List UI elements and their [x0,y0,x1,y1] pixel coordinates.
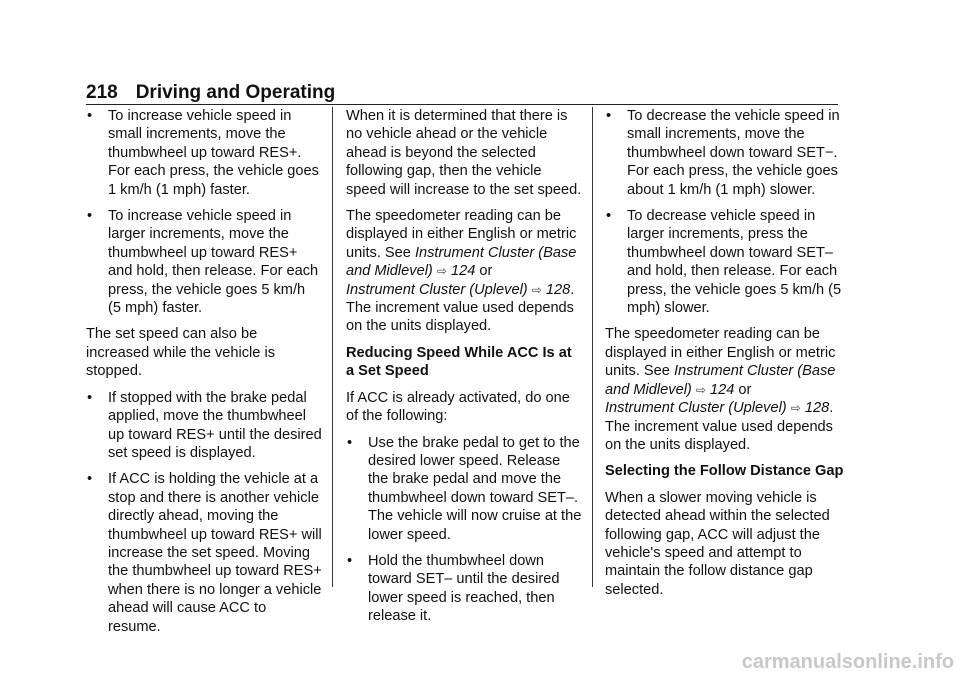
bullet-list-increase [86,107,322,317]
cross-reference-link[interactable]: Instrument Cluster (Base and Midlevel) [605,363,836,398]
page-arrow-icon: ⇨ [695,382,706,397]
watermark: carmanualsonline.info [741,651,954,673]
page-arrow-icon: ⇨ [531,282,542,297]
cross-reference-link[interactable]: Instrument Cluster (Base and Midlevel) [346,244,577,280]
page-reference[interactable]: 124 [450,263,476,280]
bullet-icon: • [87,389,93,406]
page-number: 218 [86,82,118,103]
paragraph: The speedometer reading can be displayed in either English or metric units. See Instrument Cluster (Base and Midlevel) ⇨ 124 or Instrument Cluster (Uplevel) ⇨ 128. The increment value used depends on the units displayed. [346,208,577,335]
section-title: Driving and Operating [135,82,336,103]
paragraph: If ACC is already activated, do one of the following: [346,389,570,425]
bullet-icon: • [347,434,353,451]
bullet-list-decrease [605,107,845,317]
list-item: • To decrease the vehicle speed in small increments, move the thumbwheel down toward SET−. For each press, the vehicle goes about 1 km/h (1 mph) slower. [606,108,840,198]
list-item: • To increase vehicle speed in larger increments, move the thumbwheel up toward RES+ and hold, then release. For each press, the vehicle goes 5 km/h (5 mph) faster. [87,208,319,317]
page-header [86,82,335,104]
list-item: • If stopped with the brake pedal applied, move the thumbwheel up toward RES+ until the desired set speed is displayed. [87,389,322,461]
list-item: • If ACC is holding the vehicle at a stop and there is another vehicle directly ahead, moving the thumbwheel up toward RES+ will increase the set speed. Moving the thumbwheel up toward RES+ when there is no longer a vehicle ahead will cause ACC to resume. [87,471,322,635]
bullet-icon: • [606,208,612,225]
column-1 [86,107,322,644]
bullet-list-reduce [346,434,582,626]
bullet-icon: • [347,552,353,569]
page-reference[interactable]: 128 [545,281,571,298]
header-rule [86,104,838,105]
bullet-icon: • [606,108,612,124]
list-item: • To decrease vehicle speed in larger increments, press the thumbwheel down toward SET– and hold, then release. For each press, the vehicle goes 5 km/h (5 mph) slower. [606,208,842,317]
list-item: • Hold the thumbwheel down toward SET– until the desired lower speed is reached, then release it. [347,552,560,625]
bullet-icon: • [87,108,93,124]
paragraph: When it is determined that there is no vehicle ahead or the vehicle ahead is beyond the selected following gap, then the vehicle speed will increase to the set speed. [346,108,582,198]
paragraph: The set speed can also be increased while the vehicle is stopped. [86,326,276,380]
bullet-list-stopped [86,389,322,636]
paragraph: The speedometer reading can be displayed in either English or metric units. See Instrument Cluster (Base and Midlevel) ⇨ 124 or Instrument Cluster (Uplevel) ⇨ 128. The increment value used depends on the units displayed. [605,326,836,453]
page-arrow-icon: ⇨ [790,401,801,416]
page-reference[interactable]: 128 [804,400,830,417]
cross-reference-link[interactable]: Instrument Cluster (Uplevel) [605,400,787,417]
column-divider-1 [332,107,333,587]
column-divider-2 [592,107,593,587]
column-2 [346,107,582,634]
paragraph: When a slower moving vehicle is detected ahead within the selected following gap, ACC will adjust the vehicle's speed and attempt to maintain the follow distance gap selected. [605,489,830,598]
list-item: • To increase vehicle speed in small increments, move the thumbwheel up toward RES+. For each press, the vehicle goes 1 km/h (1 mph) faster. [87,108,319,198]
cross-reference-link[interactable]: Instrument Cluster (Uplevel) [346,281,528,298]
section-heading: Selecting the Follow Distance Gap [605,463,844,480]
bullet-icon: • [87,471,93,488]
column-3 [605,107,845,607]
section-heading: Reducing Speed While ACC Is at a Set Speed [346,344,572,380]
bullet-icon: • [87,208,93,225]
list-item: • Use the brake pedal to get to the desired lower speed. Release the brake pedal and move the thumbwheel down toward SET–. The vehicle will now cruise at the lower speed. [347,434,582,543]
page-arrow-icon: ⇨ [436,264,447,279]
page-reference[interactable]: 124 [709,381,735,398]
